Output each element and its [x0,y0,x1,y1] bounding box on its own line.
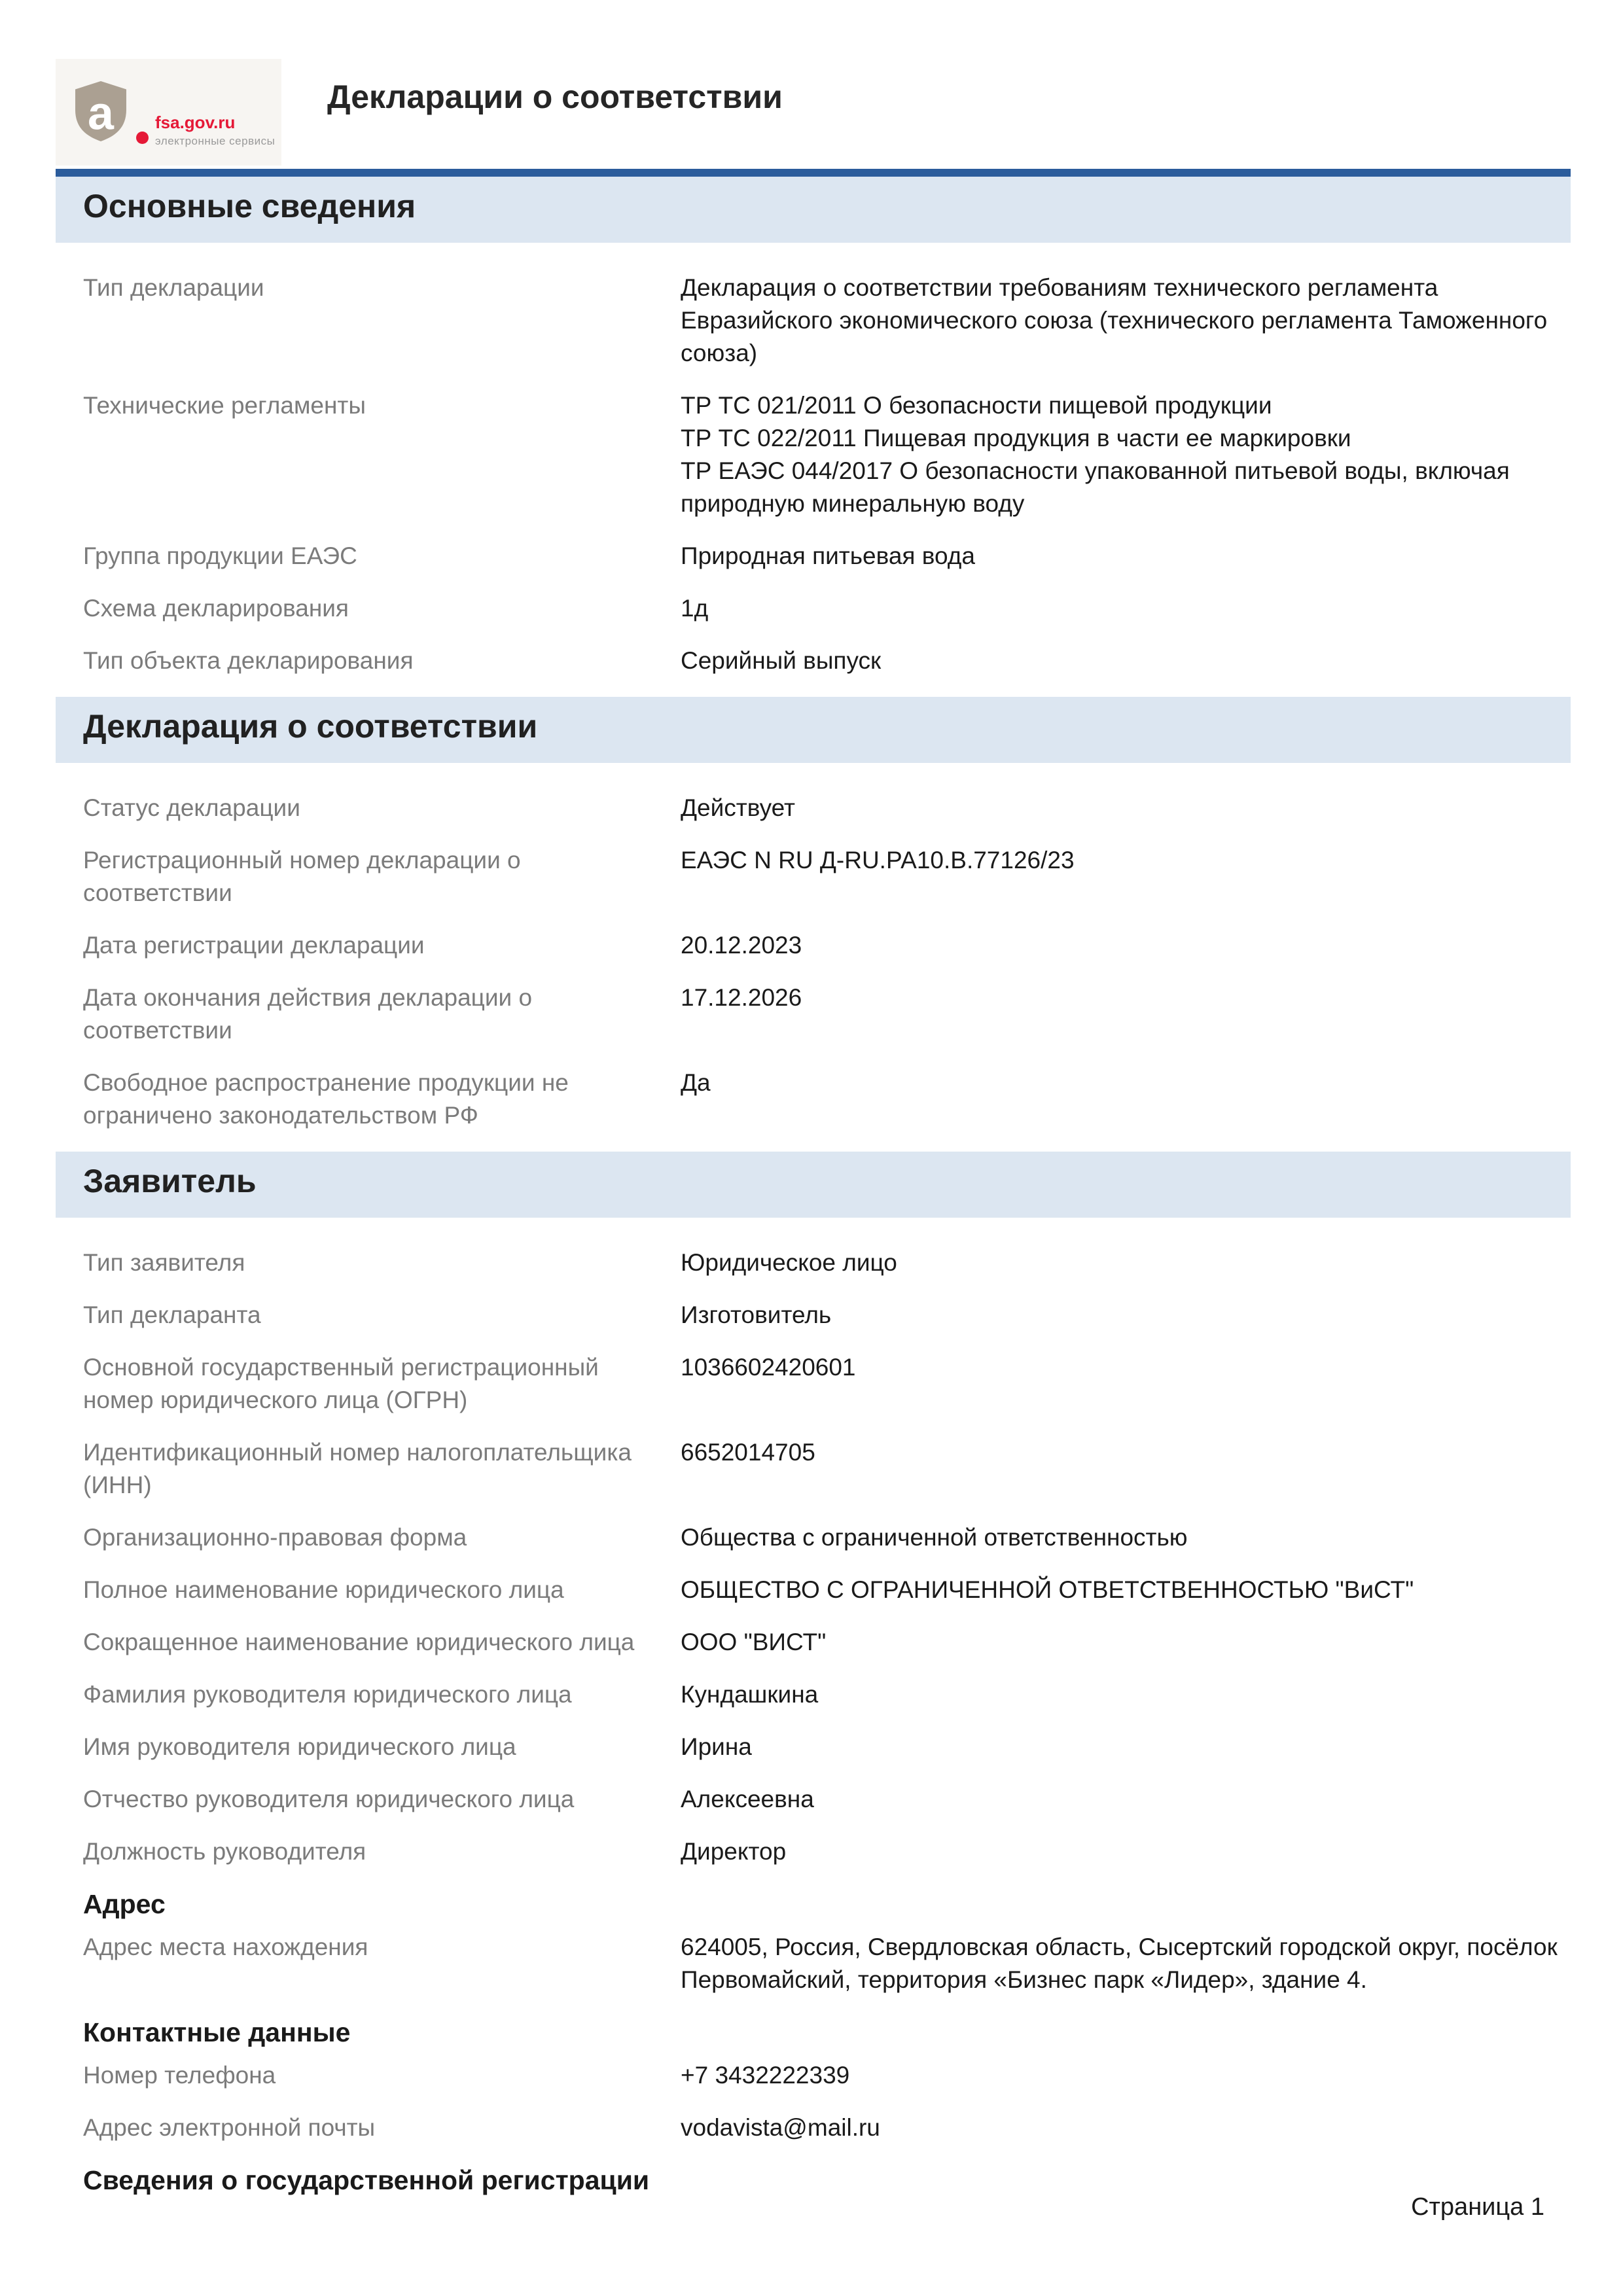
field-value: Алексеевна [681,1786,814,1812]
field-value: 1036602420601 [681,1354,856,1381]
field-value: Декларация о соответствии требованиям технического регламента Евразийского экономического союза (технического регламента Таможенного союза) [681,274,1548,366]
field-value: Кундашкина [681,1681,819,1708]
field-value: 20.12.2023 [681,932,802,959]
field-row [56,1835,1571,1868]
field-value: Юридическое лицо [681,1249,897,1276]
field-label: Схема декларирования [83,595,349,622]
document-body [56,177,1571,2207]
logo-tagline: электронные сервисы [155,134,276,147]
field-value: 6652014705 [681,1439,815,1466]
field-value: 624005, Россия, Свердловская область, Сысертский городской округ, посёлок Первомайский, территория «Бизнес парк «Лидер», здание 4. [681,1934,1558,1993]
regulation-item: ТР ЕАЭС 044/2017 О безопасности упакованной питьевой воды, включая природную минеральную воду [681,457,1510,517]
fsa-shield-icon [75,76,141,149]
field-row [56,272,1571,370]
field-row [56,1067,1571,1132]
field-row [56,929,1571,962]
field-label: Тип заявителя [83,1249,245,1276]
field-label: Адрес места нахождения [83,1934,368,1960]
field-row [56,981,1571,1047]
header-divider [56,169,1571,177]
field-row [56,592,1571,625]
field-value: Изготовитель [681,1301,832,1328]
field-label: Свободное распространение продукции не ограничено законодательством РФ [83,1069,569,1129]
field-row [56,1521,1571,1554]
field-label: Организационно-правовая форма [83,1524,467,1551]
field-label: Технические регламенты [83,392,366,419]
field-label: Должность руководителя [83,1838,366,1865]
subheading-state-registration: Сведения о государственной регистрации [83,2165,650,2195]
email-value: vodavista@mail.ru [681,2114,880,2141]
field-row [56,1574,1571,1606]
shield-letter: а [88,86,114,139]
logo-site-text: fsa.gov.ru [155,112,236,132]
red-dot-icon [136,132,149,144]
field-row [56,844,1571,910]
field-value: 17.12.2026 [681,984,802,1011]
section-header-main-info: Основные сведения [56,177,1571,243]
field-label: Группа продукции ЕАЭС [83,542,357,569]
field-value: Серийный выпуск [681,647,882,674]
field-label: Дата регистрации декларации [83,932,425,959]
field-value: Ирина [681,1733,752,1760]
field-value: Природная питьевая вода [681,542,975,569]
field-row [56,389,1571,520]
field-value: ООО "ВИСТ" [681,1629,827,1655]
field-label: Имя руководителя юридического лица [83,1733,516,1760]
field-label: Адрес электронной почты [83,2114,376,2141]
field-value: Директор [681,1838,787,1865]
fsa-logo [56,59,281,166]
subheading-contacts: Контактные данные [83,2017,351,2047]
field-label: Идентификационный номер налогоплательщика (ИНН) [83,1439,632,1498]
field-row [56,792,1571,824]
field-row [56,1246,1571,1279]
regulation-item: ТР ТС 021/2011 О безопасности пищевой продукции [681,392,1272,419]
field-value: Общества с ограниченной ответственностью [681,1524,1188,1551]
page-number: Страница 1 [1411,2193,1544,2221]
field-row [56,645,1571,677]
field-row [56,1436,1571,1502]
field-row [56,1626,1571,1659]
field-label: Дата окончания действия декларации о соответствии [83,984,533,1044]
field-row [56,2111,1571,2144]
field-label: Отчество руководителя юридического лица [83,1786,575,1812]
field-row [56,540,1571,573]
phone-number-value: +7 3432222339 [681,2062,850,2089]
field-label: Регистрационный номер декларации о соответствии [83,847,521,906]
field-label: Полное наименование юридического лица [83,1576,564,1603]
field-value: Действует [681,794,795,821]
field-label: Статус декларации [83,794,300,821]
field-value: Да [681,1069,711,1096]
field-label: Тип объекта декларирования [83,647,414,674]
field-value: ОБЩЕСТВО С ОГРАНИЧЕННОЙ ОТВЕТСТВЕННОСТЬЮ "ВиСТ" [681,1576,1414,1603]
field-row [56,1678,1571,1711]
field-row [56,1351,1571,1417]
field-row [56,1783,1571,1816]
field-label: Тип декларации [83,274,264,301]
field-row [56,1931,1571,1996]
field-label: Тип декларанта [83,1301,261,1328]
page-title: Декларации о соответствии [327,79,783,115]
subheading-address: Адрес [83,1889,166,1919]
regulation-item: ТР ТС 022/2011 Пищевая продукция в части ее маркировки [681,425,1351,451]
section-header-declaration: Декларация о соответствии [56,697,1571,763]
field-row [56,2059,1571,2092]
section-header-applicant: Заявитель [56,1152,1571,1218]
field-value: ЕАЭС N RU Д-RU.РА10.В.77126/23 [681,847,1075,874]
field-label: Фамилия руководителя юридического лица [83,1681,572,1708]
field-label: Сокращенное наименование юридического лица [83,1629,635,1655]
field-label: Основной государственный регистрационный номер юридического лица (ОГРН) [83,1354,599,1413]
field-row [56,1299,1571,1332]
field-value [681,389,1571,520]
field-value: 1д [681,595,709,622]
field-row [56,1731,1571,1763]
field-label: Номер телефона [83,2062,276,2089]
